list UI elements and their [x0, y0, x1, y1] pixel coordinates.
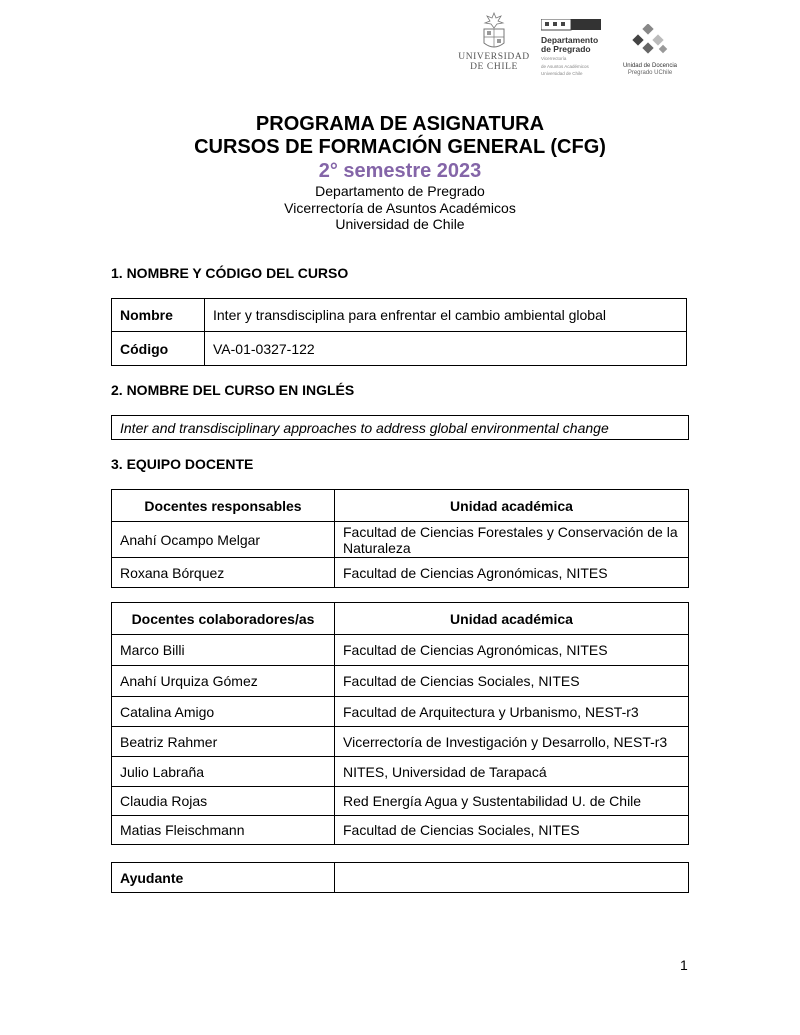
course-name-value: Inter y transdisciplina para enfrentar el cambio ambiental global	[205, 299, 687, 332]
unidad-line2: Pregrado UChile	[627, 70, 673, 76]
course-code-value: VA-01-0327-122	[205, 332, 687, 366]
departamento-small2: de Asuntos Académicos	[541, 63, 589, 69]
table-row	[112, 332, 687, 366]
colaborador-name: Marco Billi	[112, 635, 335, 666]
table-row	[112, 635, 689, 666]
colaborador-unidad: Facultad de Arquitectura y Urbanismo, NEST-r3	[335, 697, 689, 727]
code-label: Código	[112, 332, 205, 366]
departamento-small1: Vicerrectoría	[541, 56, 567, 61]
departamento-line2: de Pregrado	[541, 44, 591, 54]
uchile-line2: DE CHILE	[470, 62, 518, 72]
table-row	[112, 863, 689, 893]
table-row	[112, 816, 689, 845]
english-course-name: Inter and transdisciplinary approaches to address global environmental change	[112, 416, 689, 440]
semester-label: 2° semestre 2023	[318, 160, 482, 182]
title-block	[0, 113, 800, 233]
colaborador-name: Claudia Rojas	[112, 787, 335, 816]
university-name: Universidad de Chile	[335, 216, 465, 232]
vicerrectoria-name: Vicerrectoría de Asuntos Académicos	[284, 199, 516, 216]
document-subtitle: CURSOS DE FORMACIÓN GENERAL (CFG)	[194, 136, 606, 158]
colaborador-name: Matias Fleischmann	[112, 816, 335, 845]
colaborador-unidad: Red Energía Agua y Sustentabilidad U. de Chile	[335, 787, 689, 816]
ayudante-table	[111, 862, 689, 893]
uchile-line1: UNIVERSIDAD	[458, 52, 530, 62]
table-header-row	[112, 603, 689, 635]
colaboradores-table	[111, 602, 689, 845]
colaborador-unidad: Facultad de Ciencias Sociales, NITES	[335, 666, 689, 697]
course-info-table	[111, 298, 687, 366]
colaborador-name: Catalina Amigo	[112, 697, 335, 727]
unidad-docencia-logo	[615, 24, 685, 77]
departamento-mark-icon	[541, 19, 601, 31]
docente-name: Anahí Ocampo Melgar	[112, 522, 335, 558]
ayudante-value	[335, 863, 689, 893]
table-row	[112, 522, 689, 558]
docente-unidad: Facultad de Ciencias Forestales y Conservación de la Naturaleza	[335, 522, 689, 558]
colaborador-name: Beatriz Rahmer	[112, 727, 335, 757]
name-label: Nombre	[112, 299, 205, 332]
table-row	[112, 727, 689, 757]
table-row	[112, 416, 689, 440]
ayudante-label: Ayudante	[112, 863, 335, 893]
docente-unidad: Facultad de Ciencias Agronómicas, NITES	[335, 558, 689, 588]
unidad-header: Unidad académica	[335, 490, 689, 522]
english-name-table	[111, 415, 689, 440]
responsables-header: Docentes responsables	[112, 490, 335, 522]
unidad-docencia-mark-icon	[630, 24, 670, 58]
departamento-small3: Universidad de Chile	[541, 71, 583, 76]
department-name: Departamento de Pregrado	[315, 183, 485, 199]
table-header-row	[112, 490, 689, 522]
table-row	[112, 558, 689, 588]
colaboradores-header: Docentes colaboradores/as	[112, 603, 335, 635]
document-title: PROGRAMA DE ASIGNATURA	[255, 113, 545, 135]
uchile-crest-icon	[479, 12, 509, 52]
responsables-table	[111, 489, 689, 588]
colaborador-unidad: Vicerrectoría de Investigación y Desarrollo, NEST-r3	[335, 727, 689, 757]
colaborador-unidad: Facultad de Ciencias Agronómicas, NITES	[335, 635, 689, 666]
unidad-line1: Unidad de Docencia	[622, 63, 678, 69]
header-logos	[455, 12, 685, 87]
colaborador-name: Anahí Urquiza Gómez	[112, 666, 335, 697]
unidad-header: Unidad académica	[335, 603, 689, 635]
table-row	[112, 666, 689, 697]
section-2-heading: 2. NOMBRE DEL CURSO EN INGLÉS	[111, 382, 355, 398]
departamento-pregrado-logo	[541, 18, 613, 77]
departamento-line1: Departamento	[541, 35, 599, 45]
universidad-de-chile-logo	[455, 12, 533, 72]
page-number: 1	[680, 957, 688, 973]
table-row	[112, 757, 689, 787]
colaborador-name: Julio Labraña	[112, 757, 335, 787]
section-3-heading: 3. EQUIPO DOCENTE	[111, 456, 254, 472]
colaborador-unidad: Facultad de Ciencias Sociales, NITES	[335, 816, 689, 845]
colaborador-unidad: NITES, Universidad de Tarapacá	[335, 757, 689, 787]
table-row	[112, 299, 687, 332]
section-1-heading: 1. NOMBRE Y CÓDIGO DEL CURSO	[111, 265, 349, 281]
table-row	[112, 787, 689, 816]
docente-name: Roxana Bórquez	[112, 558, 335, 588]
table-row	[112, 697, 689, 727]
